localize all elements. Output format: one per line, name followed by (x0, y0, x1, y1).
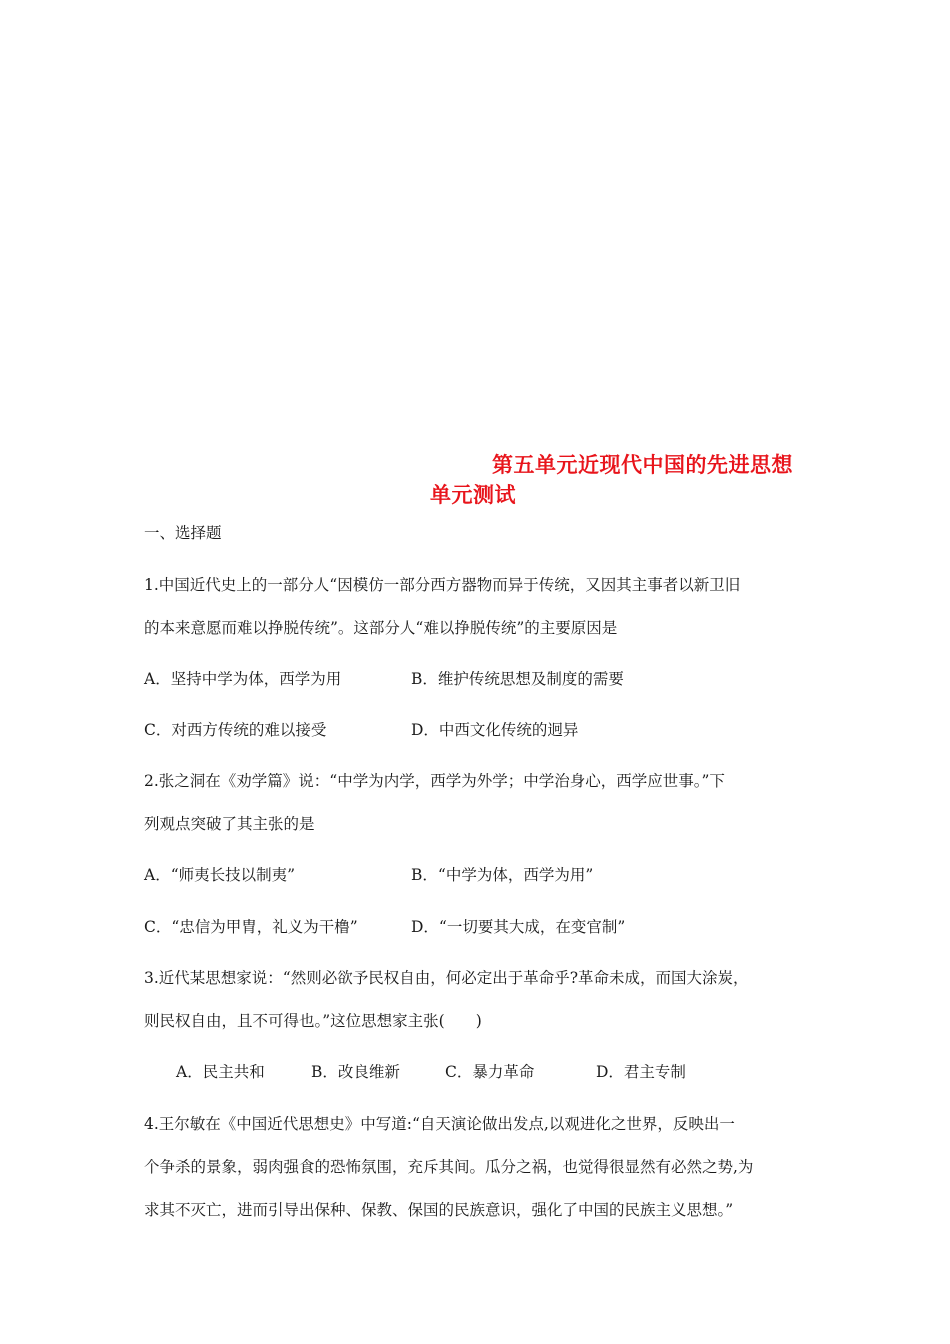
question-2-option-c: C．“忠信为甲胄，礼义为干橹” (144, 918, 358, 936)
question-1-option-a: A．坚持中学为体，西学为用 (144, 670, 342, 688)
question-2-option-d: D．“一切要其大成，在变官制” (411, 918, 626, 936)
document-title-line-1: 第五单元近现代中国的先进思想 (492, 453, 793, 477)
question-1-line-1: 1.中国近代史上的一部分人“因模仿一部分西方器物而异于传统，又因其主事者以新卫旧 (144, 576, 741, 594)
question-1-line-2: 的本来意愿而难以挣脱传统”。这部分人“难以挣脱传统”的主要原因是 (144, 619, 618, 637)
question-2-option-b: B．“中学为体，西学为用” (411, 866, 594, 884)
question-3-option-b: B．改良维新 (311, 1063, 400, 1081)
question-4-line-2: 个争杀的景象，弱肉强食的恐怖氛围，充斥其间。瓜分之祸，也觉得很显然有必然之势,为 (144, 1158, 754, 1176)
question-4-line-3: 求其不灭亡，进而引导出保种、保教、保国的民族意识，强化了中国的民族主义思想。” (144, 1201, 734, 1219)
question-3-line-2: 则民权自由，且不可得也。”这位思想家主张( ) (144, 1012, 482, 1030)
section-heading: 一、选择题 (144, 524, 222, 542)
question-1-option-b: B．维护传统思想及制度的需要 (411, 670, 624, 688)
question-3-option-c: C．暴力革命 (445, 1063, 535, 1081)
question-2-option-a: A．“师夷长技以制夷” (144, 866, 296, 884)
question-2-line-1: 2.张之洞在《劝学篇》说：“中学为内学，西学为外学；中学治身心，西学应世事。”下 (144, 772, 725, 790)
question-3-line-1: 3.近代某思想家说：“然则必欲予民权自由，何必定出于革命乎?革命未成，而国大涂炭， (144, 969, 749, 987)
document-title-line-2: 单元测试 (430, 483, 516, 507)
question-1-option-d: D．中西文化传统的迥异 (411, 721, 579, 739)
question-2-line-2: 列观点突破了其主张的是 (144, 815, 315, 833)
question-1-option-c: C．对西方传统的难以接受 (144, 721, 327, 739)
question-3-option-a: A．民主共和 (176, 1063, 265, 1081)
question-3-option-d: D．君主专制 (596, 1063, 686, 1081)
question-4-line-1: 4.王尔敏在《中国近代思想史》中写道:“自天演论做出发点,以观进化之世界，反映出一 (144, 1115, 735, 1133)
